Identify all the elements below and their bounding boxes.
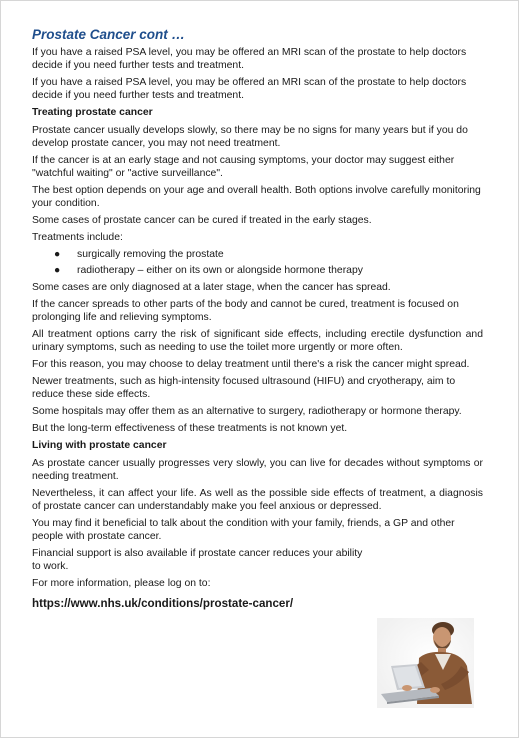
man-with-laptop-photo [377, 618, 474, 708]
bullet-icon: ● [54, 265, 61, 276]
list-item-text: radiotherapy – either on its own or alongside hormone therapy [77, 265, 363, 276]
document-content [32, 27, 483, 611]
paragraph-newer: Newer treatments, such as high-intensity focused ultrasound (HIFU) and cryotherapy, aim to reduce these side effects. [32, 376, 456, 400]
paragraph-develops: Prostate cancer usually develops slowly, so there may be no signs for many years but if you do develop prostate cancer, you may not need treatment. [32, 125, 468, 149]
heading-treating: Treating prostate cancer [32, 107, 153, 118]
bullet-icon: ● [54, 249, 61, 260]
paragraph-nevertheless: Nevertheless, it can affect your life. As well as the possible side effects of treatment, a diagnosis of prostate cancer can understandably make you feel anxious or depressed. [32, 488, 483, 512]
treatments-intro: Treatments include: [32, 232, 123, 243]
paragraph-later-stage: Some cases are only diagnosed at a later stage, when the cancer has spread. [32, 282, 391, 293]
heading-living: Living with prostate cancer [32, 440, 167, 451]
paragraph-long-term: But the long-term effectiveness of these treatments is not known yet. [32, 423, 348, 434]
page-title: Prostate Cancer cont … [32, 27, 186, 42]
treatments-list [32, 248, 483, 277]
paragraph-spreads: If the cancer spreads to other parts of the body and cannot be cured, treatment is focused on prolonging life and relieving symptoms. [32, 299, 459, 323]
paragraph-mri-2: If you have a raised PSA level, you may be offered an MRI scan of the prostate to help doctors decide if you need further tests and treatment. [32, 77, 467, 101]
paragraph-progresses: As prostate cancer usually progresses very slowly, you can live for decades without symptoms or needing treatment. [32, 458, 483, 482]
paragraph-more-info: For more information, please log on to: [32, 578, 211, 589]
paragraph-talk: You may find it beneficial to talk about the condition with your family, friends, a GP and other people with prostate cancer. [32, 518, 455, 542]
paragraph-hospitals: Some hospitals may offer them as an alternative to surgery, radiotherapy or hormone therapy. [32, 406, 462, 417]
paragraph-cured: Some cases of prostate cancer can be cured if treated in the early stages. [32, 215, 372, 226]
paragraph-delay: For this reason, you may choose to delay treatment until there's a risk the cancer might spread. [32, 359, 470, 370]
list-item [32, 264, 483, 277]
paragraph-early-stage: If the cancer is at an early stage and not causing symptoms, your doctor may suggest either "watchful waiting" or "active surveillance". [32, 155, 455, 179]
paragraph-side-effects: All treatment options carry the risk of significant side effects, including erectile dysfunction and urinary symptoms, such as needing to use the toilet more urgently or more often. [32, 329, 483, 353]
paragraph-financial: Financial support is also available if prostate cancer reduces your ability to work. [32, 548, 363, 572]
list-item-text: surgically removing the prostate [77, 249, 224, 260]
list-item [32, 248, 483, 261]
paragraph-best-option: The best option depends on your age and overall health. Both options involve carefully monitoring your condition. [32, 185, 481, 209]
paragraph-mri-1: If you have a raised PSA level, you may be offered an MRI scan of the prostate to help doctors decide if you need further tests and treatment. [32, 47, 467, 71]
nhs-link[interactable]: https://www.nhs.uk/conditions/prostate-cancer/ [32, 597, 294, 610]
